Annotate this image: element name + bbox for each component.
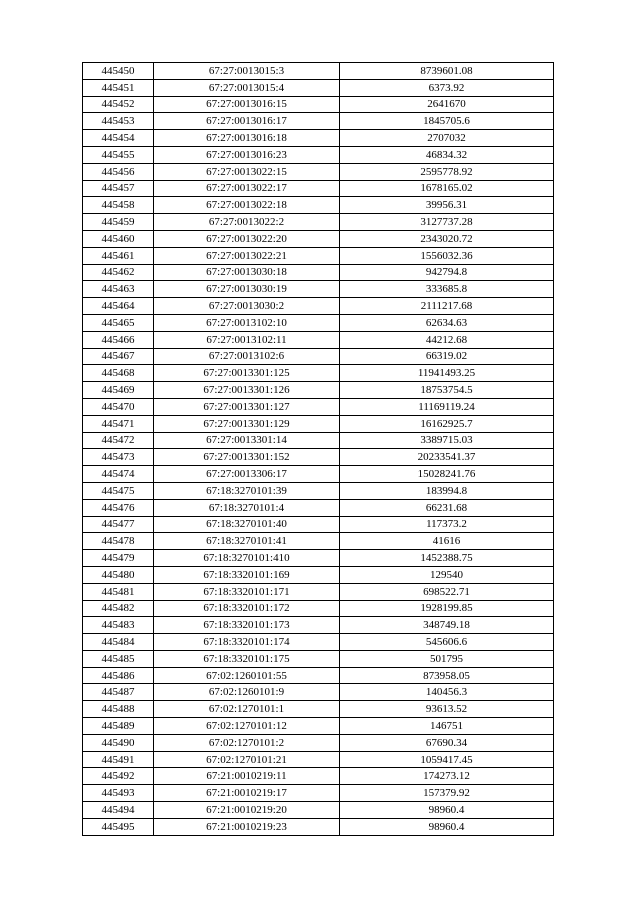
table-row: [83, 449, 554, 466]
table-row: [83, 466, 554, 483]
table-row: [83, 180, 554, 197]
row-number-cell: 445453: [83, 113, 154, 130]
table-row: [83, 550, 554, 567]
value-cell: 501795: [340, 650, 554, 667]
value-cell: 41616: [340, 533, 554, 550]
value-cell: 67690.34: [340, 734, 554, 751]
cadastral-number-cell: 67:18:3320101:172: [154, 600, 340, 617]
value-cell: 18753754.5: [340, 382, 554, 399]
table-row: [83, 130, 554, 147]
cadastral-number-cell: 67:27:0013022:20: [154, 230, 340, 247]
cadastral-number-cell: 67:27:0013102:6: [154, 348, 340, 365]
cadastral-number-cell: 67:18:3320101:169: [154, 566, 340, 583]
table-row: [83, 382, 554, 399]
data-table: [82, 62, 554, 836]
cadastral-number-cell: 67:27:0013016:18: [154, 130, 340, 147]
table-row: [83, 802, 554, 819]
row-number-cell: 445456: [83, 163, 154, 180]
row-number-cell: 445490: [83, 734, 154, 751]
value-cell: 11169119.24: [340, 398, 554, 415]
cadastral-number-cell: 67:18:3320101:175: [154, 650, 340, 667]
value-cell: 2595778.92: [340, 163, 554, 180]
cadastral-number-cell: 67:18:3270101:410: [154, 550, 340, 567]
row-number-cell: 445466: [83, 331, 154, 348]
table-row: [83, 247, 554, 264]
value-cell: 1928199.85: [340, 600, 554, 617]
row-number-cell: 445478: [83, 533, 154, 550]
cadastral-number-cell: 67:27:0013015:4: [154, 79, 340, 96]
cadastral-number-cell: 67:02:1270101:21: [154, 751, 340, 768]
value-cell: 93613.52: [340, 701, 554, 718]
cadastral-number-cell: 67:27:0013301:126: [154, 382, 340, 399]
row-number-cell: 445484: [83, 634, 154, 651]
table-row: [83, 684, 554, 701]
value-cell: 183994.8: [340, 482, 554, 499]
table-body: [83, 63, 554, 836]
value-cell: 2641670: [340, 96, 554, 113]
table-row: [83, 197, 554, 214]
row-number-cell: 445467: [83, 348, 154, 365]
cadastral-number-cell: 67:27:0013102:11: [154, 331, 340, 348]
row-number-cell: 445492: [83, 768, 154, 785]
row-number-cell: 445462: [83, 264, 154, 281]
value-cell: 44212.68: [340, 331, 554, 348]
row-number-cell: 445481: [83, 583, 154, 600]
value-cell: 66319.02: [340, 348, 554, 365]
cadastral-number-cell: 67:27:0013022:21: [154, 247, 340, 264]
value-cell: 1556032.36: [340, 247, 554, 264]
cadastral-number-cell: 67:27:0013016:15: [154, 96, 340, 113]
value-cell: 129540: [340, 566, 554, 583]
table-row: [83, 650, 554, 667]
cadastral-number-cell: 67:27:0013022:15: [154, 163, 340, 180]
cadastral-number-cell: 67:27:0013022:18: [154, 197, 340, 214]
cadastral-number-cell: 67:27:0013015:3: [154, 63, 340, 80]
value-cell: 16162925.7: [340, 415, 554, 432]
value-cell: 1452388.75: [340, 550, 554, 567]
row-number-cell: 445460: [83, 230, 154, 247]
table-row: [83, 79, 554, 96]
table-row: [83, 113, 554, 130]
cadastral-number-cell: 67:27:0013030:18: [154, 264, 340, 281]
cadastral-number-cell: 67:27:0013030:19: [154, 281, 340, 298]
row-number-cell: 445493: [83, 785, 154, 802]
table-row: [83, 298, 554, 315]
cadastral-number-cell: 67:27:0013301:125: [154, 365, 340, 382]
row-number-cell: 445494: [83, 802, 154, 819]
value-cell: 942794.8: [340, 264, 554, 281]
value-cell: 873958.05: [340, 667, 554, 684]
cadastral-number-cell: 67:18:3320101:174: [154, 634, 340, 651]
table-row: [83, 63, 554, 80]
value-cell: 2343020.72: [340, 230, 554, 247]
table-row: [83, 533, 554, 550]
table-row: [83, 718, 554, 735]
row-number-cell: 445482: [83, 600, 154, 617]
table-row: [83, 281, 554, 298]
row-number-cell: 445455: [83, 146, 154, 163]
row-number-cell: 445461: [83, 247, 154, 264]
value-cell: 11941493.25: [340, 365, 554, 382]
row-number-cell: 445491: [83, 751, 154, 768]
row-number-cell: 445470: [83, 398, 154, 415]
table-row: [83, 230, 554, 247]
cadastral-number-cell: 67:21:0010219:20: [154, 802, 340, 819]
value-cell: 46834.32: [340, 146, 554, 163]
row-number-cell: 445487: [83, 684, 154, 701]
value-cell: 62634.63: [340, 314, 554, 331]
row-number-cell: 445452: [83, 96, 154, 113]
value-cell: 3127737.28: [340, 214, 554, 231]
value-cell: 333685.8: [340, 281, 554, 298]
value-cell: 66231.68: [340, 499, 554, 516]
table-row: [83, 785, 554, 802]
value-cell: 98960.4: [340, 802, 554, 819]
row-number-cell: 445473: [83, 449, 154, 466]
table-row: [83, 365, 554, 382]
row-number-cell: 445459: [83, 214, 154, 231]
value-cell: 1845705.6: [340, 113, 554, 130]
row-number-cell: 445479: [83, 550, 154, 567]
row-number-cell: 445469: [83, 382, 154, 399]
row-number-cell: 445476: [83, 499, 154, 516]
row-number-cell: 445471: [83, 415, 154, 432]
value-cell: 6373.92: [340, 79, 554, 96]
cadastral-number-cell: 67:27:0013102:10: [154, 314, 340, 331]
row-number-cell: 445483: [83, 617, 154, 634]
cadastral-number-cell: 67:27:0013301:152: [154, 449, 340, 466]
row-number-cell: 445488: [83, 701, 154, 718]
row-number-cell: 445485: [83, 650, 154, 667]
row-number-cell: 445475: [83, 482, 154, 499]
cadastral-number-cell: 67:02:1260101:9: [154, 684, 340, 701]
row-number-cell: 445489: [83, 718, 154, 735]
row-number-cell: 445450: [83, 63, 154, 80]
cadastral-number-cell: 67:27:0013016:17: [154, 113, 340, 130]
cadastral-number-cell: 67:27:0013301:129: [154, 415, 340, 432]
table-row: [83, 331, 554, 348]
table-row: [83, 516, 554, 533]
table-row: [83, 432, 554, 449]
row-number-cell: 445464: [83, 298, 154, 315]
cadastral-number-cell: 67:02:1260101:55: [154, 667, 340, 684]
value-cell: 3389715.03: [340, 432, 554, 449]
row-number-cell: 445468: [83, 365, 154, 382]
value-cell: 39956.31: [340, 197, 554, 214]
table-row: [83, 751, 554, 768]
value-cell: 348749.18: [340, 617, 554, 634]
row-number-cell: 445474: [83, 466, 154, 483]
cadastral-number-cell: 67:27:0013030:2: [154, 298, 340, 315]
table-row: [83, 818, 554, 835]
row-number-cell: 445454: [83, 130, 154, 147]
table-row: [83, 566, 554, 583]
value-cell: 157379.92: [340, 785, 554, 802]
table-row: [83, 482, 554, 499]
row-number-cell: 445477: [83, 516, 154, 533]
value-cell: 1059417.45: [340, 751, 554, 768]
value-cell: 174273.12: [340, 768, 554, 785]
value-cell: 545606.6: [340, 634, 554, 651]
table-row: [83, 583, 554, 600]
table-row: [83, 146, 554, 163]
row-number-cell: 445451: [83, 79, 154, 96]
value-cell: 98960.4: [340, 818, 554, 835]
cadastral-number-cell: 67:18:3270101:4: [154, 499, 340, 516]
row-number-cell: 445486: [83, 667, 154, 684]
row-number-cell: 445495: [83, 818, 154, 835]
cadastral-number-cell: 67:18:3270101:39: [154, 482, 340, 499]
table-row: [83, 600, 554, 617]
cadastral-number-cell: 67:27:0013306:17: [154, 466, 340, 483]
row-number-cell: 445472: [83, 432, 154, 449]
row-number-cell: 445458: [83, 197, 154, 214]
table-row: [83, 163, 554, 180]
table-row: [83, 398, 554, 415]
value-cell: 8739601.08: [340, 63, 554, 80]
cadastral-number-cell: 67:27:0013022:17: [154, 180, 340, 197]
cadastral-number-cell: 67:18:3320101:173: [154, 617, 340, 634]
table-row: [83, 617, 554, 634]
table-row: [83, 734, 554, 751]
cadastral-number-cell: 67:21:0010219:11: [154, 768, 340, 785]
cadastral-number-cell: 67:02:1270101:1: [154, 701, 340, 718]
cadastral-number-cell: 67:18:3320101:171: [154, 583, 340, 600]
table-row: [83, 415, 554, 432]
value-cell: 1678165.02: [340, 180, 554, 197]
value-cell: 15028241.76: [340, 466, 554, 483]
row-number-cell: 445463: [83, 281, 154, 298]
row-number-cell: 445480: [83, 566, 154, 583]
table-row: [83, 667, 554, 684]
cadastral-number-cell: 67:21:0010219:17: [154, 785, 340, 802]
table-row: [83, 314, 554, 331]
value-cell: 146751: [340, 718, 554, 735]
cadastral-number-cell: 67:27:0013022:2: [154, 214, 340, 231]
value-cell: 2111217.68: [340, 298, 554, 315]
table-row: [83, 634, 554, 651]
cadastral-number-cell: 67:18:3270101:41: [154, 533, 340, 550]
cadastral-number-cell: 67:02:1270101:2: [154, 734, 340, 751]
table-row: [83, 264, 554, 281]
cadastral-number-cell: 67:02:1270101:12: [154, 718, 340, 735]
row-number-cell: 445465: [83, 314, 154, 331]
table-row: [83, 768, 554, 785]
cadastral-number-cell: 67:27:0013016:23: [154, 146, 340, 163]
value-cell: 20233541.37: [340, 449, 554, 466]
cadastral-number-cell: 67:27:0013301:14: [154, 432, 340, 449]
row-number-cell: 445457: [83, 180, 154, 197]
table-row: [83, 499, 554, 516]
cadastral-number-cell: 67:21:0010219:23: [154, 818, 340, 835]
value-cell: 117373.2: [340, 516, 554, 533]
value-cell: 2707032: [340, 130, 554, 147]
cadastral-number-cell: 67:27:0013301:127: [154, 398, 340, 415]
table-row: [83, 96, 554, 113]
table-row: [83, 701, 554, 718]
table-row: [83, 348, 554, 365]
value-cell: 698522.71: [340, 583, 554, 600]
cadastral-number-cell: 67:18:3270101:40: [154, 516, 340, 533]
table-row: [83, 214, 554, 231]
value-cell: 140456.3: [340, 684, 554, 701]
